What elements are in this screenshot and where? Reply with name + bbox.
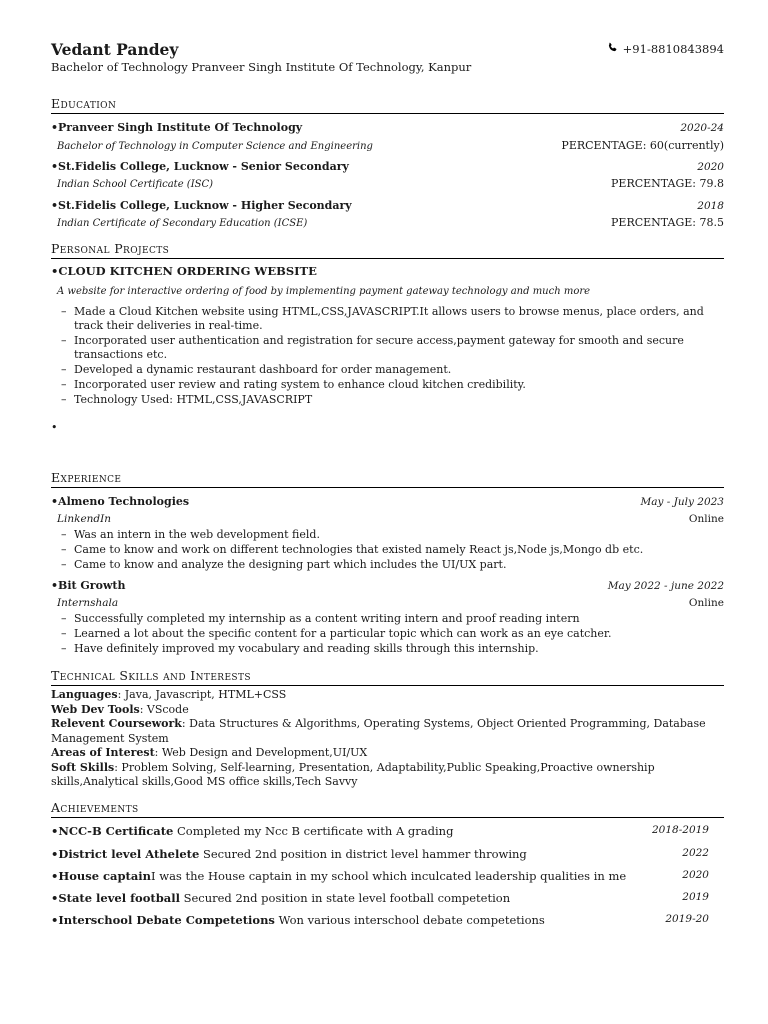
skill-row [51,761,724,790]
skill-value: : Web Design and Development,UI/UX [154,746,368,759]
experience-bullet: – Have definitely improved my vocabulary and reading skills through this internship. [61,642,712,656]
education-detail [51,139,724,153]
education-detail [51,216,724,230]
experience-bullet: – Was an intern in the web development field. [61,528,712,542]
experience-date: May - July 2023 [640,496,724,508]
skills-list [51,688,724,790]
experience-source: Internshala [57,597,119,609]
project-bullet: – Made a Cloud Kitchen website using HTML,CSS,JAVASCRIPT.It allows users to browse menus, place orders, and track their deliveries in real-time. [61,305,712,333]
achievement-item [51,913,709,928]
skill-value: : Data Structures & Algorithms, Operating Systems, Object Oriented Programming, Database Management System [51,717,706,745]
degree-name: Indian Certificate of Secondary Education (ICSE) [57,218,308,229]
experience-bullet: – Came to know and work on different technologies that existed namely React js,Node js,Mongo db etc. [61,543,712,557]
achievement-label: •Interschool Debate Competetions [51,913,275,927]
achievement-date: 2019-20 [665,913,709,925]
achievement-label: •NCC-B Certificate [51,824,174,838]
phone-contact[interactable] [607,42,724,57]
achievement-date: 2022 [682,847,709,859]
experience-bullet: – Came to know and analyze the designing part which includes the UI/UX part. [61,558,712,572]
achievement-label: •State level football [51,891,180,905]
phone-icon [607,42,618,57]
experience-bullets [61,612,712,657]
achievement-text: Won various interschool debate competetions [274,913,545,927]
experience-item [51,495,724,510]
skill-label: Soft Skills [51,760,115,774]
experience-mode: Online [688,597,724,609]
school-name: •St.Fidelis College, Lucknow - Higher Secondary [51,199,352,212]
section-title-projects: Personal Projects [51,241,724,259]
empty-bullet: • [51,421,58,434]
achievement-text: I was the House captain in my school which inculcated leadership qualities in me [151,869,627,883]
project-bullet: – Technology Used: HTML,CSS,JAVASCRIPT [61,393,712,407]
project-bullet: – Developed a dynamic restaurant dashboard for order management. [61,363,712,377]
section-title-skills: Technical Skills and Interests [51,668,724,686]
skill-value: : Problem Solving, Self-learning, Presentation, Adaptability,Public Speaking,Proactive ownership skills,Analytical skills,Good MS office skills,Tech Savvy [51,760,655,788]
achievement-item [51,869,709,884]
skill-row [51,703,724,718]
experience-mode: Online [688,513,724,525]
education-date: 2020 [697,161,724,173]
school-name: •St.Fidelis College, Lucknow - Senior Secondary [51,160,349,173]
section-title-experience: Experience [51,470,724,488]
achievement-label: •House captain [51,869,152,883]
education-item [51,121,724,136]
skill-label: Areas of Interest [51,746,155,759]
experience-date: May 2022 - june 2022 [607,580,724,592]
section-title-achievements: Achievements [51,800,724,818]
achievement-text: Secured 2nd position in district level hammer throwing [199,847,527,861]
project-name: •CLOUD KITCHEN ORDERING WEBSITE [51,264,317,278]
phone-number: +91-8810843894 [622,42,724,56]
skill-row [51,717,724,746]
achievement-date: 2019 [682,891,709,903]
education-date: 2020-24 [680,122,724,134]
section-title-education: Education [51,96,724,114]
experience-bullet: – Successfully completed my internship as a content writing intern and proof reading intern [61,612,712,626]
company-name: •Bit Growth [51,579,126,592]
skill-value: : Java, Javascript, HTML+CSS [117,688,287,701]
achievement-item [51,847,709,862]
skill-label: Web Dev Tools [51,702,140,716]
skill-label: Relevent Coursework [51,717,182,730]
candidate-subtitle: Bachelor of Technology Pranveer Singh Institute Of Technology, Kanpur [51,60,472,74]
education-date: 2018 [697,200,724,212]
achievement-date: 2020 [682,869,709,881]
education-score: PERCENTAGE: 60(currently) [561,139,724,152]
experience-detail [51,513,724,527]
project-bullets [61,305,712,408]
experience-detail [51,597,724,611]
achievement-text: Completed my Ncc B certificate with A grading [173,824,454,838]
education-item [51,160,724,175]
candidate-name: Vedant Pandey [51,40,179,59]
degree-name: Indian School Certificate (ISC) [57,179,214,190]
experience-bullet: – Learned a lot about the specific content for a particular topic which can work as an eye catcher. [61,627,712,641]
project-bullet: – Incorporated user review and rating system to enhance cloud kitchen credibility. [61,378,712,392]
experience-item [51,579,724,594]
skill-value: : VScode [139,702,189,716]
skill-row [51,688,724,703]
education-item [51,199,724,214]
project-bullet: – Incorporated user authentication and registration for secure access,payment gateway for smooth and secure transactions etc. [61,334,712,362]
achievement-item [51,891,709,906]
skill-row [51,746,724,761]
achievement-date: 2018-2019 [652,824,709,836]
achievement-label: •District level Athelete [51,847,200,861]
experience-source: LinkendIn [57,513,112,525]
school-name: •Pranveer Singh Institute Of Technology [51,121,303,134]
skill-label: Languages [51,688,118,701]
degree-name: Bachelor of Technology in Computer Science and Engineering [57,141,373,152]
experience-bullets [61,528,712,573]
achievement-item [51,824,709,839]
company-name: •Almeno Technologies [51,495,190,508]
education-score: PERCENTAGE: 78.5 [611,216,724,229]
education-score: PERCENTAGE: 79.8 [611,177,724,190]
education-detail [51,177,724,191]
achievement-text: Secured 2nd position in state level football competetion [179,891,511,905]
project-description: A website for interactive ordering of food by implementing payment gateway technology and much more [57,286,591,297]
